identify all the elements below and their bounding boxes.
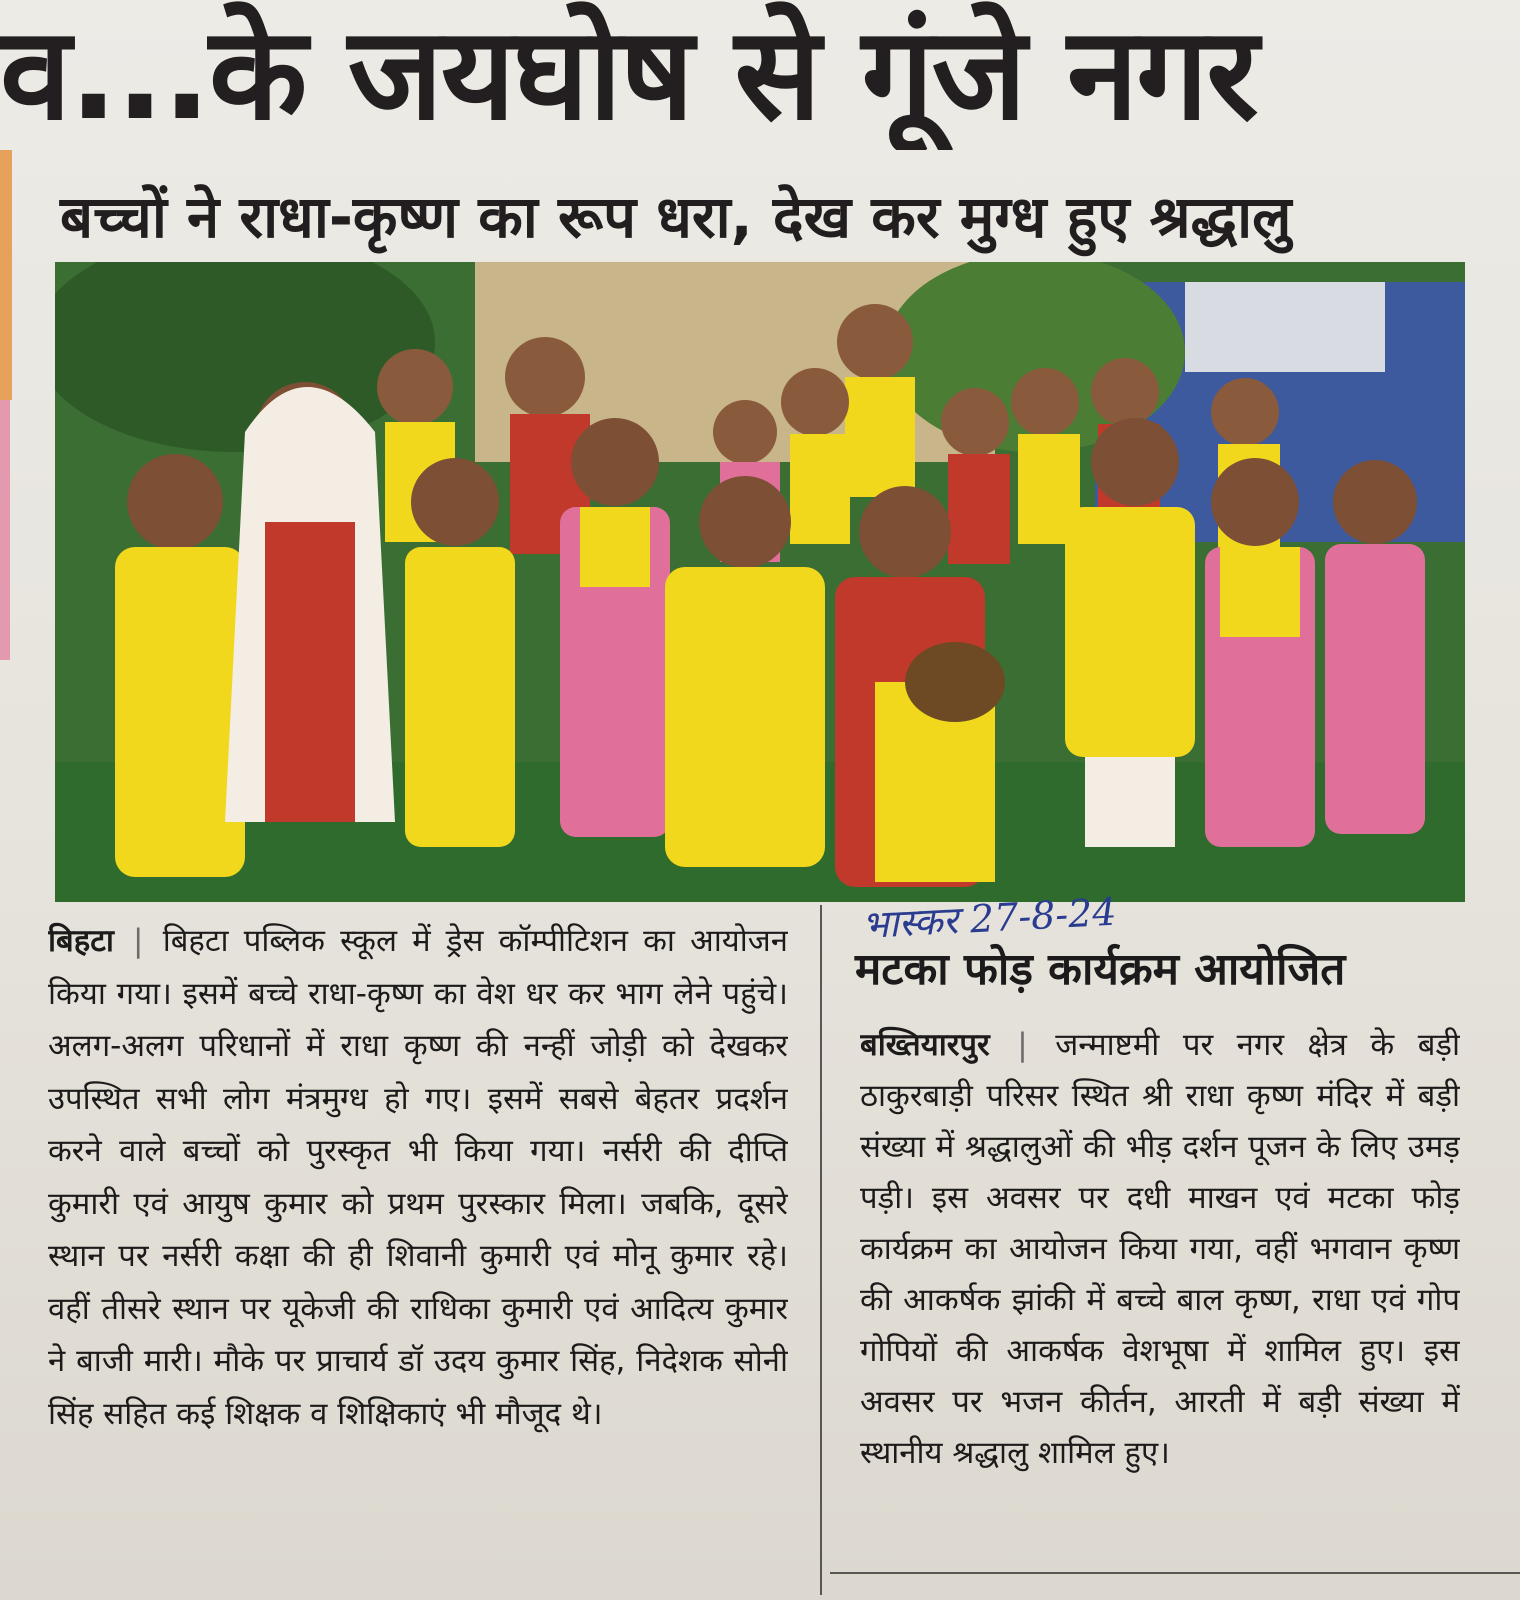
- adjacent-column-edge-pink: [0, 400, 10, 660]
- story2-article: [860, 1020, 1460, 1560]
- story1-headline: बच्चों ने राधा-कृष्ण का रूप धरा, देख कर मुग्ध हुए श्रद्धालु: [60, 183, 1292, 251]
- adjacent-column-edge: [0, 150, 12, 400]
- story1-body: बिहटा पब्लिक स्कूल में ड्रेस कॉम्पीटिशन का आयोजन किया गया। इसमें बच्चे राधा-कृष्ण का वेश धर कर भाग लेने पहुंचे। अलग-अलग परिधानों में राधा कृष्ण की नन्हीं जोड़ी को देखकर उपस्थित सभी लोग मंत्रमुग्ध हो गए। इसमें सबसे बेहतर प्रदर्शन करने वाले बच्चों को पुरस्कृत भी किया गया। नर्सरी की दीप्ति कुमारी एवं आयुष कुमार को प्रथम पुरस्कार मिला। जबकि, दूसरे स्थान पर नर्सरी कक्षा की ही शिवानी कुमारी एवं मोनू कुमार रहे। वहीं तीसरे स्थान पर यूकेजी की राधिका कुमारी एवं आदित्य कुमार ने बाजी मारी। मौके पर प्राचार्य डॉ उदय कुमार सिंह, निदेशक सोनी सिंह सहित कई शिक्षक व शिक्षिकाएं भी मौजूद थे।: [48, 923, 788, 1432]
- story1-article: [48, 915, 788, 1565]
- story2-body: जन्माष्टमी पर नगर क्षेत्र के बड़ी ठाकुरबाड़ी परिसर स्थित श्री राधा कृष्ण मंदिर में बड़ी संख्या में श्रद्धालुओं की भीड़ दर्शन पूजन के लिए उमड़ पड़ी। इस अवसर पर दधी माखन एवं मटका फोड़ कार्यक्रम का आयोजन किया गया, वहीं भगवान कृष्ण की आकर्षक झांकी में बच्चे बाल कृष्ण, राधा एवं गोप गोपियों की आकर्षक वेशभूषा में शामिल हुए। इस अवसर पर भजन कीर्तन, आरती में बड़ी संख्या में स्थानीय श्रद्धालु शामिल हुए।: [860, 1027, 1460, 1471]
- story2-dateline: बख्तियारपुर: [860, 1027, 990, 1063]
- children-costume-photo: [55, 262, 1465, 902]
- handwritten-date-annotation: भास्कर 27-8-24: [860, 889, 1118, 947]
- story2-separator: |: [1017, 1027, 1028, 1063]
- story1-dateline: बिहटा: [48, 923, 114, 959]
- masthead-headline: व...के जयघोष से गूंजे नगर: [0, 0, 1257, 149]
- photo-illustration: [55, 262, 1465, 902]
- story2-headline: मटका फोड़ कार्यक्रम आयोजित: [855, 944, 1346, 995]
- story1-separator: |: [133, 923, 144, 959]
- column-divider: [820, 905, 822, 1595]
- bottom-rule: [830, 1572, 1520, 1574]
